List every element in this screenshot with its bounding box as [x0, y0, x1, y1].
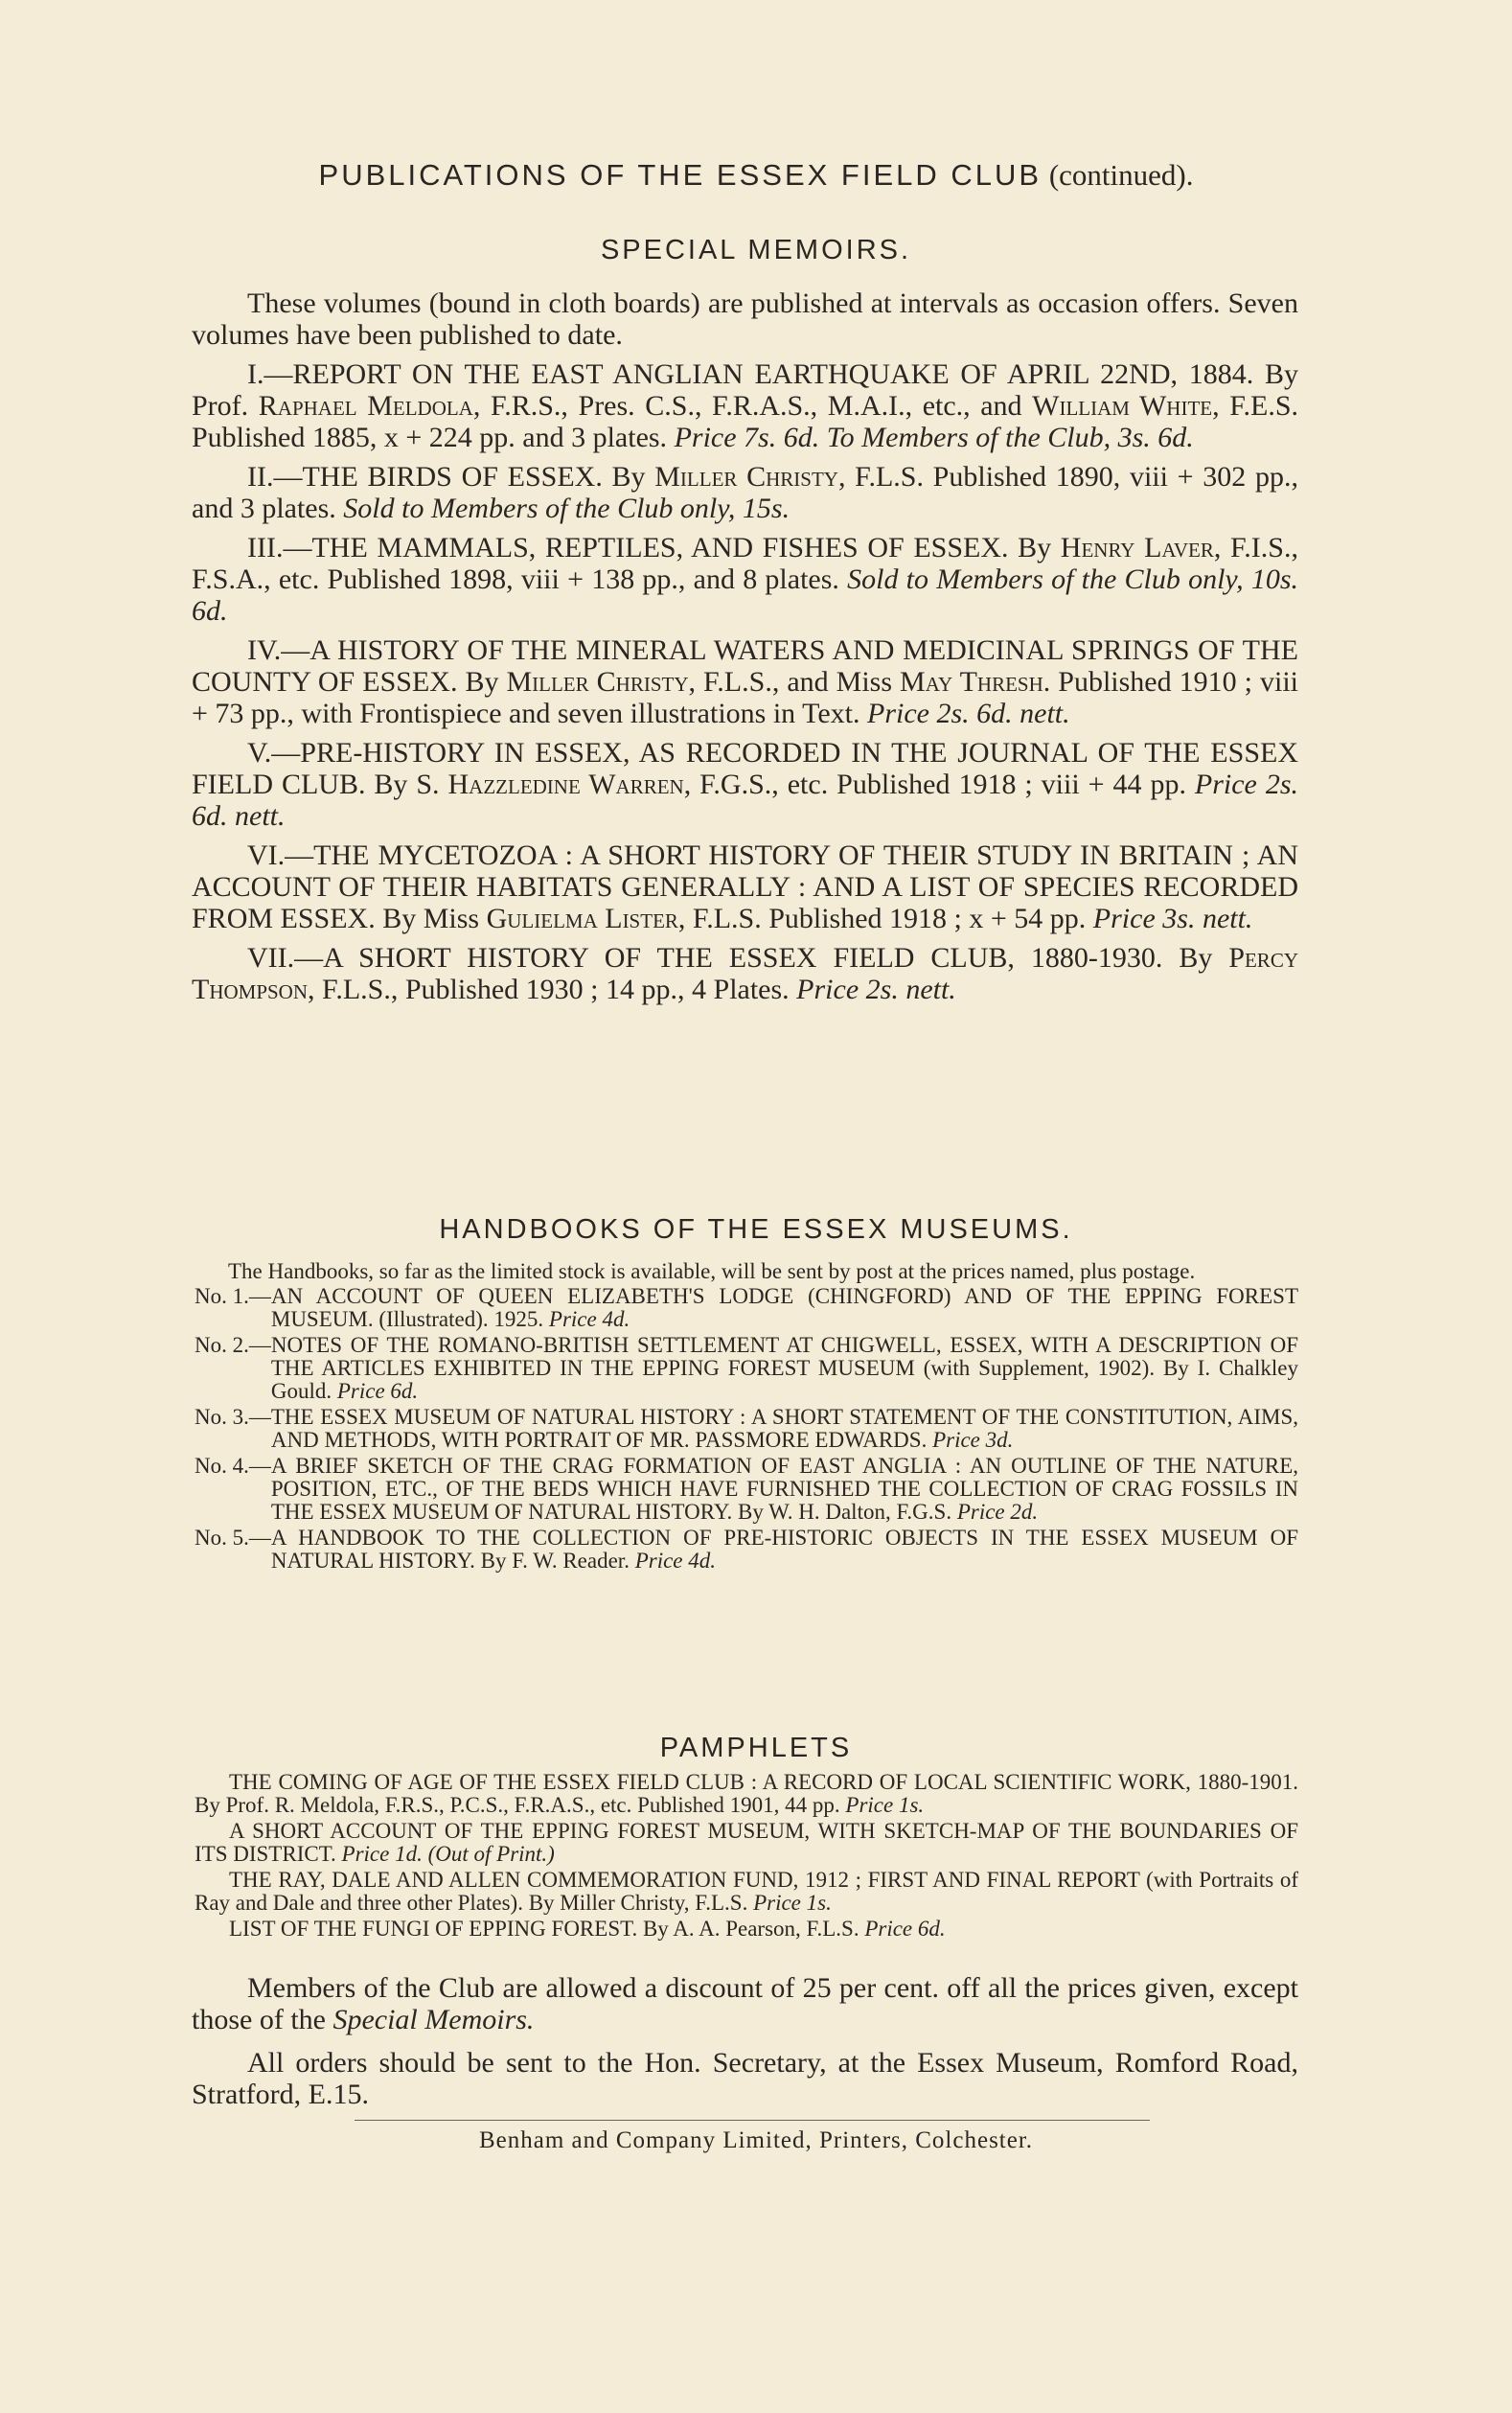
memoir-price: Sold to Members of the Club only, 15s. — [343, 493, 790, 524]
handbook-item — [195, 1285, 1298, 1331]
pamphlet-text: THE COMING OF AGE OF THE ESSEX FIELD CLUB : A RECORD OF LOCAL SCIENTIFIC WORK, 1880-1901. By Prof. R. Meldola, F.R.S., P.C.S., F.R.A.S., etc. Published 1901, 44 pp. — [195, 1770, 1298, 1817]
handbook-number: No. 4.— — [195, 1454, 271, 1478]
printer-footer: Benham and Company Limited, Printers, Colchester. — [478, 2127, 1034, 2153]
memoir-item — [192, 737, 1298, 832]
handbook-item — [195, 1406, 1298, 1452]
pamphlet-price: Price 1s. — [753, 1891, 832, 1915]
memoir-author: Miller Christy — [654, 461, 838, 493]
memoir-text: , F.G.S., etc. Published 1918 ; viii + 44 pp. — [683, 769, 1195, 800]
handbook-number: No. 5.— — [195, 1526, 271, 1550]
pamphlet-price: Price 1s. — [845, 1793, 925, 1817]
handbook-item — [195, 1334, 1298, 1403]
discount-emphasis: Special Memoirs. — [332, 2004, 535, 2035]
pamphlet-text: LIST OF THE FUNGI OF EPPING FOREST. By A. A. Pearson, F.L.S. — [229, 1917, 865, 1941]
memoir-author: Miller Christy — [506, 666, 689, 698]
memoir-text: , F.L.S., and Miss — [688, 666, 901, 698]
pamphlets-heading: PAMPHLETS — [659, 1733, 853, 1763]
handbook-number: No. 3.— — [195, 1405, 271, 1429]
page-header — [0, 158, 1512, 193]
memoir-price: Price 3s. nett. — [1092, 903, 1253, 934]
orders-note: All orders should be sent to the Hon. Secretary, at the Essex Museum, Romford Road, Stratford, E.15. — [192, 2047, 1298, 2110]
memoir-author: Percy Thompson — [192, 942, 1298, 1005]
memoir-item — [192, 839, 1298, 934]
memoir-price: Price 2s. 6d. nett. — [867, 698, 1070, 729]
handbook-price: Price 6d. — [336, 1379, 419, 1403]
memoir-item — [192, 532, 1298, 627]
special-memoirs-heading: SPECIAL MEMOIRS. — [600, 235, 912, 265]
memoir-text: , F.E.S. Published 1885, x + 224 pp. and 3 plates. — [192, 390, 1299, 453]
memoir-text: I.—REPORT ON THE EAST ANGLIAN EARTHQUAKE OF APRIL 22ND, 1884. By Prof. — [192, 358, 1298, 422]
footer-rule — [355, 2120, 1150, 2121]
pamphlets-section — [195, 1771, 1298, 1941]
pamphlet-item — [195, 1918, 1298, 1941]
memoir-author: William White — [1032, 390, 1213, 422]
special-memoirs-intro: These volumes (bound in cloth boards) are published at intervals as occasion offers. Seven volumes have been published to date. — [192, 287, 1298, 351]
handbook-text: AN ACCOUNT OF QUEEN ELIZABETH'S LODGE (CHINGFORD) AND OF THE EPPING FOREST MUSEUM. (Illustrated). 1925. — [270, 1284, 1298, 1331]
header-title: PUBLICATIONS OF THE ESSEX FIELD CLUB — [318, 158, 1042, 192]
discount-note — [192, 1972, 1298, 2035]
memoir-author: Gulielma Lister — [486, 903, 678, 934]
notes-section — [192, 1972, 1298, 2110]
memoir-item — [192, 942, 1298, 1005]
pamphlet-text: A SHORT ACCOUNT OF THE EPPING FOREST MUSEUM, WITH SKETCH-MAP OF THE BOUNDARIES OF ITS DISTRICT. — [195, 1819, 1298, 1866]
handbook-text: NOTES OF THE ROMANO-BRITISH SETTLEMENT AT CHIGWELL, ESSEX, WITH A DESCRIPTION OF THE ARTICLES EXHIBITED IN THE EPPING FOREST MUSEUM (with Supplement, 1902). By I. Chalkley Gould. — [270, 1333, 1298, 1403]
memoir-text: II.—THE BIRDS OF ESSEX. By — [247, 461, 655, 493]
header-suffix: (continued). — [1048, 158, 1194, 192]
memoir-text: , F.I.S., F.S.A., etc. Published 1898, viii + 138 pp., and 8 plates. — [192, 532, 1298, 595]
memoir-text: , F.L.S., Published 1930 ; 14 pp., 4 Plates. — [308, 974, 797, 1005]
handbook-number: No. 1.— — [195, 1284, 271, 1308]
memoir-price: Sold to Members of the Club only, 10s. 6d. — [192, 563, 1298, 627]
handbook-price: Price 4d. — [548, 1307, 630, 1331]
handbook-text: A HANDBOOK TO THE COLLECTION OF PRE-HISTORIC OBJECTS IN THE ESSEX MUSEUM OF NATURAL HISTORY. By F. W. Reader. — [270, 1526, 1298, 1573]
memoir-item — [192, 461, 1298, 524]
memoir-author: Hazzledine Warren — [447, 769, 684, 800]
handbook-item — [195, 1527, 1298, 1573]
handbook-text: THE ESSEX MUSEUM OF NATURAL HISTORY : A SHORT STATEMENT OF THE CONSTITUTION, AIMS, AND METHODS, WITH PORTRAIT OF MR. PASSMORE EDWARDS. — [270, 1405, 1298, 1452]
pamphlet-price: Price 1d. (Out of Print.) — [341, 1842, 555, 1866]
pamphlet-text: THE RAY, DALE AND ALLEN COMMEMORATION FUND, 1912 ; FIRST AND FINAL REPORT (with Portraits of Ray and Dale and three other Plates). By Miller Christy, F.L.S. — [195, 1868, 1298, 1915]
memoir-text: , F.R.S., Pres. C.S., F.R.A.S., M.A.I., etc., and — [472, 390, 1033, 422]
memoir-text: , F.L.S. Published 1890, viii + 302 pp., and 3 plates. — [192, 461, 1298, 524]
memoir-text: V.—PRE-HISTORY IN ESSEX, AS RECORDED IN THE JOURNAL OF THE ESSEX FIELD CLUB. By S. — [192, 737, 1298, 800]
memoir-price: Price 7s. 6d. To Members of the Club, 3s. 6d. — [674, 422, 1194, 453]
handbook-item — [195, 1455, 1298, 1524]
handbook-price: Price 4d. — [634, 1549, 717, 1573]
special-memoirs-section — [192, 287, 1298, 1005]
handbook-text: A BRIEF SKETCH OF THE CRAG FORMATION OF EAST ANGLIA : AN OUTLINE OF THE NATURE, POSITION, ETC., OF THE BEDS WHICH HAVE FURNISHED THE COLLECTION OF CRAG FOSSILS IN THE ESSEX MUSEUM OF NATURAL HISTORY. By W. H. Dalton, F.G.S. — [270, 1454, 1298, 1524]
memoir-text: III.—THE MAMMALS, REPTILES, AND FISHES OF ESSEX. By — [247, 532, 1061, 563]
memoir-price: Price 2s. nett. — [796, 974, 956, 1005]
memoir-text: VI.—THE MYCETOZOA : A SHORT HISTORY OF THEIR STUDY IN BRITAIN ; AN ACCOUNT OF THEIR HABITATS GENERALLY : AND A LIST OF SPECIES RECORDED FROM ESSEX. By Miss — [192, 839, 1298, 934]
handbook-price: Price 2d. — [956, 1500, 1039, 1524]
memoir-author: Raphael Meldola — [258, 390, 473, 422]
handbook-number: No. 2.— — [195, 1333, 271, 1357]
pamphlet-price: Price 6d. — [864, 1917, 946, 1941]
memoir-text: . Published 1910 ; viii + 73 pp., with Frontispiece and seven illustrations in Text. — [192, 666, 1298, 729]
memoir-text: VII.—A SHORT HISTORY OF THE ESSEX FIELD CLUB, 1880-1930. By — [247, 942, 1229, 974]
memoir-text: IV.—A HISTORY OF THE MINERAL WATERS AND MEDICINAL SPRINGS OF THE COUNTY OF ESSEX. By — [192, 634, 1298, 698]
pamphlet-item — [195, 1771, 1298, 1817]
memoir-price: Price 2s. 6d. nett. — [192, 769, 1298, 832]
memoir-item — [192, 634, 1298, 729]
pamphlet-item — [195, 1820, 1298, 1866]
memoir-author: May Thresh — [900, 666, 1043, 698]
handbooks-intro: The Handbooks, so far as the limited stock is available, will be sent by post at the prices named, plus postage. — [228, 1259, 1196, 1283]
handbooks-heading: HANDBOOKS OF THE ESSEX MUSEUMS. — [439, 1214, 1073, 1245]
discount-text: Members of the Club are allowed a discount of 25 per cent. off all the prices given, except those of the — [192, 1972, 1298, 2035]
handbooks-section — [195, 1259, 1298, 1573]
pamphlet-item — [195, 1869, 1298, 1915]
memoir-item — [192, 358, 1298, 453]
memoir-text: , F.L.S. Published 1918 ; x + 54 pp. — [677, 903, 1093, 934]
handbook-price: Price 3d. — [932, 1428, 1014, 1452]
memoir-author: Henry Laver — [1060, 532, 1214, 563]
